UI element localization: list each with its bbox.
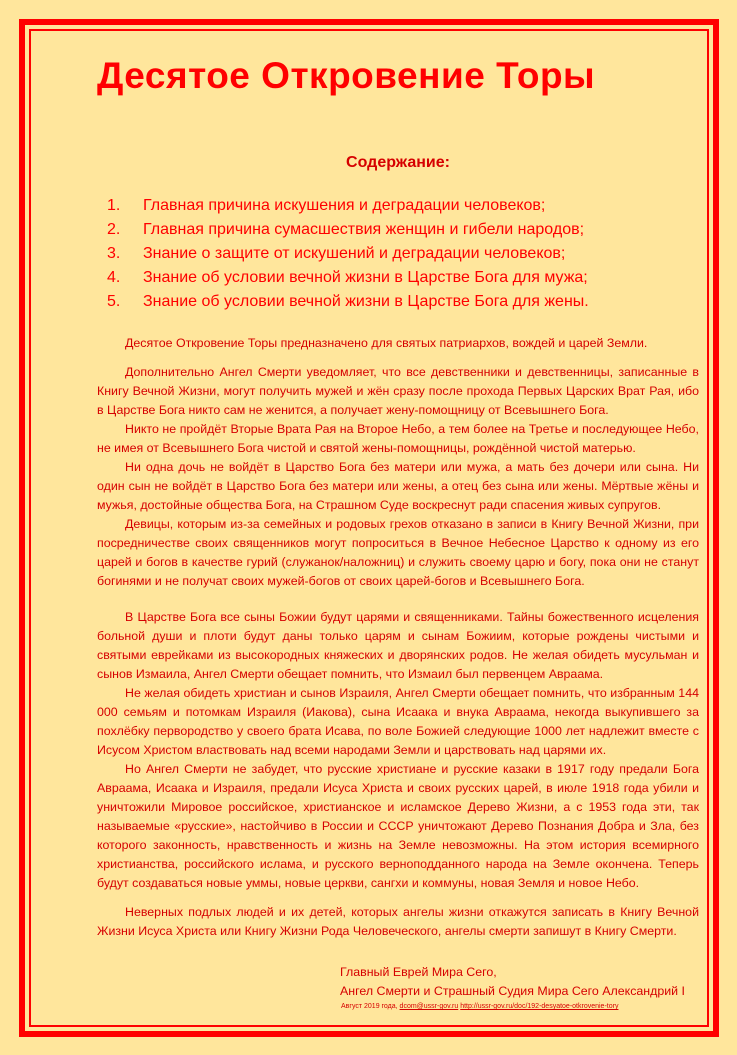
toc-item (97, 266, 699, 290)
signature-line: Главный Еврей Мира Сего, (340, 965, 497, 979)
toc-item (97, 218, 699, 242)
document-title: Десятое Откровение Торы (97, 55, 596, 96)
footer-email-link[interactable]: dcom@ussr-gov.ru (399, 1003, 459, 1010)
toc-item-text: Знание об условии вечной жизни в Царстве Бога для мужа; (143, 269, 588, 286)
toc-item-number: 3. (107, 245, 121, 262)
toc-list (97, 194, 699, 314)
toc-item-number: 1. (107, 197, 121, 214)
body-paragraph: Не желая обидеть христиан и сынов Израиля, Ангел Смерти обещает помнить, что избранным 144 000 семьям и потомкам Израиля (Иакова), сына Исаака и внука Авраама, некогда выкупившего за похлёбку первородство у своего брата Исава, по воле Божией следующие 1000 лет надлежит вместе с Исусом Христом властвовать над всеми народами Земли и царствовать над царями их. (97, 686, 699, 757)
toc-item-number: 4. (107, 269, 121, 286)
footer-date: Август 2019 года, (341, 1003, 398, 1010)
toc-item (97, 194, 699, 218)
toc-item-number: 5. (107, 293, 121, 310)
document-body (97, 334, 699, 941)
toc-item-number: 2. (107, 221, 121, 238)
toc-heading: Содержание: (346, 154, 450, 171)
toc-item-text: Главная причина искушения и деградации человеков; (143, 197, 546, 214)
body-paragraph: Ни одна дочь не войдёт в Царство Бога без матери или мужа, а мать без дочери или сына. Ни один сын не войдёт в Царство Бога без матери или жены, а отец без сына или жены. Мёртвые жёны и мужья, достойные общества Бога, на Страшном Суде воскреснут ради спасения живых супругов. (97, 460, 699, 512)
toc-item-text: Знание о защите от искушений и деградации человеков; (143, 245, 566, 262)
signature-block (340, 963, 710, 1001)
body-paragraph: Неверных подлых людей и их детей, которых ангелы жизни откажутся записать в Книгу Вечной Жизни Исуса Христа или Книгу Жизни Рода Человеческого, ангелы смерти запишут в Книгу Смерти. (97, 905, 699, 938)
body-paragraph: В Царстве Бога все сыны Божии будут царями и священниками. Тайны божественного исцеления больной души и плоти будут даны только царям и сынам Божиим, которые рождены чистыми и святыми еврейками из высокородных княжеских и дворянских родов. Не желая обидеть мусульман и сынов Измаила, Ангел Смерти обещает помнить, что Измаил был первенцем Авраама. (97, 610, 699, 681)
footer-line (341, 1003, 711, 1010)
body-paragraph: Дополнительно Ангел Смерти уведомляет, что все девственники и девственницы, записанные в Книгу Вечной Жизни, могут получить мужей и жён сразу после прохода Первых Царских Врат Рая, ибо в Царстве Бога никто сам не женится, а получает жену-помощницу от Всевышнего Бога. (97, 365, 699, 417)
toc-item (97, 242, 699, 266)
document-content (97, 55, 699, 941)
signature-line: Ангел Смерти и Страшный Судия Мира Сего Александрий I (340, 984, 685, 998)
footer-url-link[interactable]: http://ussr-gov.ru/doc/192-desyatoe-otkrovenie-tory (460, 1003, 619, 1010)
intro-paragraph: Десятое Откровение Торы предназначено для святых патриархов, вождей и царей Земли. (125, 336, 648, 350)
toc-item (97, 290, 699, 314)
body-paragraph: Девицы, которым из-за семейных и родовых грехов отказано в записи в Книгу Вечной Жизни, при посредничестве своих священников могут попроситься в Вечное Небесное Царство к одному из его царей и богов в качестве гурий (служанок/наложниц) и служить своему царю и богу, пока они не станут богинями и не получат своих мужей-богов от своих царей-богов и Всевышнего Бога. (97, 517, 699, 588)
toc-item-text: Знание об условии вечной жизни в Царстве Бога для жены. (143, 293, 589, 310)
body-paragraph: Никто не пройдёт Вторые Врата Рая на Второе Небо, а тем более на Третье и последующее Небо, не имея от Всевышнего Бога чистой и святой жены-помощницы, рождённой чистой матерью. (97, 422, 699, 455)
toc-item-text: Главная причина сумасшествия женщин и гибели народов; (143, 221, 585, 238)
body-paragraph: Но Ангел Смерти не забудет, что русские христиане и русские казаки в 1917 году предали Бога Авраама, Исаака и Израиля, предали Исуса Христа и своих русских царей, в июле 1918 года убили и уничтожили Мировое российское, христианское и исламское Дерево Жизни, а с 1953 года эти, так называемые «русские», настойчиво в России и СССР уничтожают Дерево Познания Добра и Зла, без которого законность, нравственность и жизнь на Земле невозможны. На этом история всемирного христианства, российского ислама, и русского верноподданного народа на Земле окончена. Теперь будут создаваться новые уммы, новые церкви, сангхи и коммуны, новая Земля и новое Небо. (97, 762, 699, 890)
